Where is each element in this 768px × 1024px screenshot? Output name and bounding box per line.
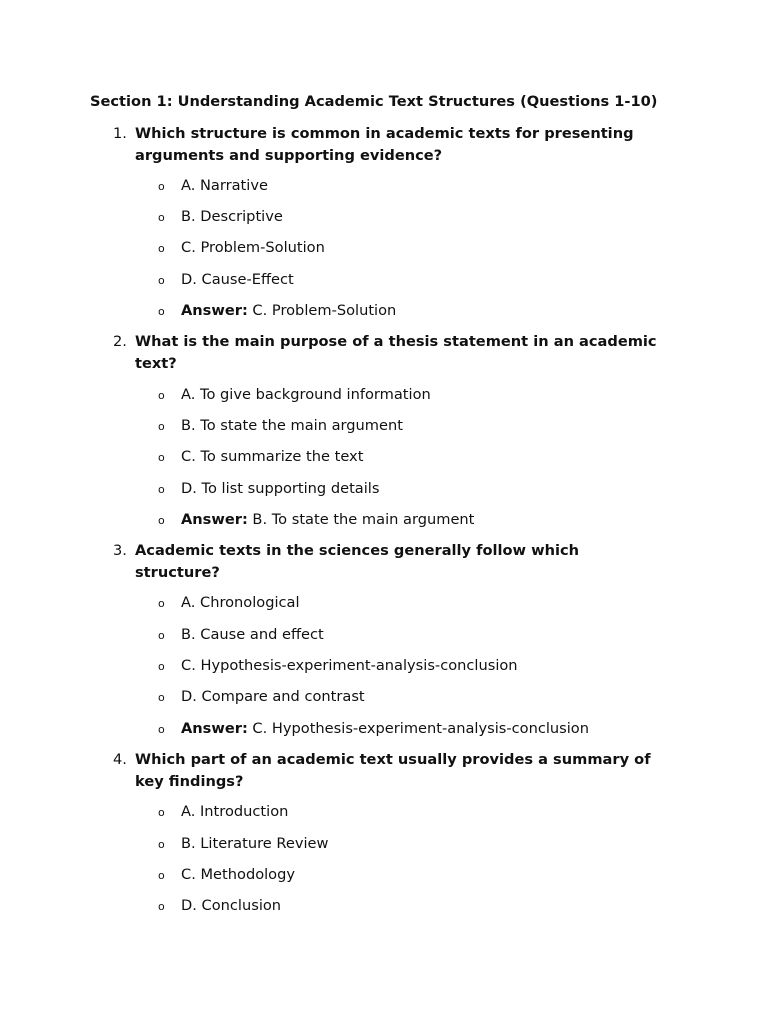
- question-text: Which part of an academic text usually provides a summary of key findings?: [135, 751, 651, 790]
- bullet-icon: o: [158, 900, 165, 913]
- bullet-icon: o: [158, 838, 165, 851]
- option-text: D. Cause-Effect: [181, 271, 294, 288]
- option-item: [0, 385, 768, 405]
- option-item: [0, 593, 768, 613]
- answer-label: Answer:: [181, 511, 248, 528]
- bullet-icon: o: [158, 597, 165, 610]
- bullet-icon: o: [158, 629, 165, 642]
- answer-value: B. To state the main argument: [247, 511, 475, 528]
- answer-item: [0, 719, 768, 739]
- option-item: [0, 416, 768, 436]
- question-number: 1.: [113, 125, 127, 142]
- option-text: C. Problem-Solution: [181, 239, 325, 256]
- option-text: B. Literature Review: [181, 835, 329, 852]
- option-item: [0, 687, 768, 707]
- option-item: [0, 270, 768, 290]
- option-item: [0, 802, 768, 822]
- option-text: B. To state the main argument: [181, 417, 403, 434]
- bullet-icon: o: [158, 180, 165, 193]
- option-item: [0, 479, 768, 499]
- option-text: D. To list supporting details: [181, 480, 380, 497]
- question-text: Which structure is common in academic texts for presenting arguments and supporting evidence?: [135, 125, 634, 164]
- option-text: C. Methodology: [181, 866, 296, 883]
- option-item: [0, 447, 768, 467]
- question-text: Academic texts in the sciences generally follow which structure?: [135, 542, 580, 581]
- option-item: [0, 896, 768, 916]
- bullet-icon: o: [158, 514, 165, 527]
- bullet-icon: o: [158, 451, 165, 464]
- option-text: B. Descriptive: [181, 208, 283, 225]
- option-item: [0, 625, 768, 645]
- bullet-icon: o: [158, 305, 165, 318]
- question-number: 3.: [113, 542, 127, 559]
- bullet-icon: o: [158, 723, 165, 736]
- bullet-icon: o: [158, 389, 165, 402]
- option-item: [0, 207, 768, 227]
- option-text: A. Chronological: [181, 594, 300, 611]
- bullet-icon: o: [158, 242, 165, 255]
- bullet-icon: o: [158, 483, 165, 496]
- answer-text: [181, 301, 396, 321]
- option-text: A. To give background information: [181, 386, 431, 403]
- option-text: C. To summarize the text: [181, 448, 364, 465]
- answer-label: Answer:: [181, 302, 248, 319]
- option-text: A. Introduction: [181, 803, 289, 820]
- question-number: 2.: [113, 333, 127, 350]
- answer-value: C. Hypothesis-experiment-analysis-conclusion: [247, 720, 589, 737]
- option-text: A. Narrative: [181, 177, 268, 194]
- option-item: [0, 176, 768, 196]
- answer-item: [0, 301, 768, 321]
- bullet-icon: o: [158, 420, 165, 433]
- answer-item: [0, 510, 768, 530]
- bullet-icon: o: [158, 211, 165, 224]
- answer-label: Answer:: [181, 720, 248, 737]
- section-title: Section 1: Understanding Academic Text Structures (Questions 1-10): [90, 93, 658, 110]
- bullet-icon: o: [158, 274, 165, 287]
- option-text: D. Conclusion: [181, 897, 282, 914]
- answer-text: [181, 510, 474, 530]
- option-text: C. Hypothesis-experiment-analysis-conclusion: [181, 657, 518, 674]
- option-item: [0, 656, 768, 676]
- answer-value: C. Problem-Solution: [247, 302, 397, 319]
- bullet-icon: o: [158, 869, 165, 882]
- option-item: [0, 834, 768, 854]
- bullet-icon: o: [158, 691, 165, 704]
- option-item: [0, 865, 768, 885]
- option-item: [0, 238, 768, 258]
- bullet-icon: o: [158, 660, 165, 673]
- answer-text: [181, 719, 589, 739]
- option-text: B. Cause and effect: [181, 626, 324, 643]
- question-text: What is the main purpose of a thesis statement in an academic text?: [135, 333, 657, 372]
- question-number: 4.: [113, 751, 127, 768]
- option-text: D. Compare and contrast: [181, 688, 365, 705]
- bullet-icon: o: [158, 806, 165, 819]
